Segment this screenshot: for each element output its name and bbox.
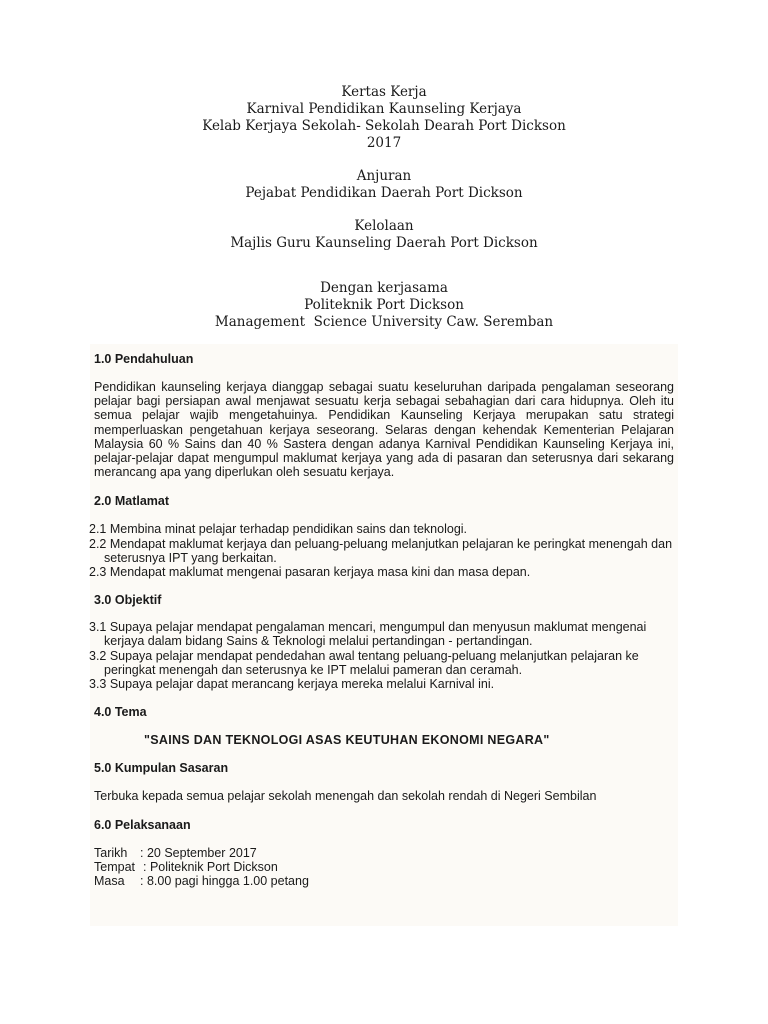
tempat-row xyxy=(94,860,674,874)
masa-row xyxy=(94,874,674,888)
tempat-label: Tempat xyxy=(94,859,135,874)
tarikh-value: : 20 September 2017 xyxy=(140,845,257,860)
masa-label: Masa xyxy=(94,874,125,889)
section-heading-pendahuluan: 1.0 Pendahuluan xyxy=(94,352,194,366)
doc-title: Kertas Kerja xyxy=(341,84,427,100)
anjuran-label: Anjuran xyxy=(356,168,412,184)
tarikh-label: Tarikh xyxy=(94,845,128,860)
objektif-list xyxy=(89,620,674,691)
kelolaan-value: Majlis Guru Kaunseling Daerah Port Dickson xyxy=(230,235,538,251)
tema-text: "SAINS DAN TEKNOLOGI ASAS KEUTUHAN EKONOMI NEGARA" xyxy=(144,733,550,748)
title-block xyxy=(0,84,768,331)
section-heading-matlamat: 2.0 Matlamat xyxy=(94,494,170,509)
club-name: Kelab Kerjaya Sekolah- Sekolah Dearah Port Dickson xyxy=(202,118,566,134)
kerjasama-partner-1: Politeknik Port Dickson xyxy=(304,297,464,313)
section-heading-sasaran: 5.0 Kumpulan Sasaran xyxy=(94,761,229,776)
anjuran-value: Pejabat Pendidikan Daerah Port Dickson xyxy=(245,185,523,201)
list-item: 2.2 Mendapat maklumat kerjaya dan peluang-peluang melanjutkan pelajaran ke peringkat menengah dan seterusnya IPT yang berkaitan. xyxy=(89,536,673,565)
list-item: 3.3 Supaya pelajar dapat merancang kerjaya mereka melalui Karnival ini. xyxy=(89,677,495,692)
sasaran-text: Terbuka kepada semua pelajar sekolah menengah dan sekolah rendah di Negeri Sembilan xyxy=(94,789,597,804)
matlamat-list xyxy=(89,522,674,579)
list-item: 2.1 Membina minat pelajar terhadap pendidikan sains dan teknologi. xyxy=(89,522,468,537)
content-panel xyxy=(90,344,678,926)
kerjasama-partner-2: Management Science University Caw. Seremban xyxy=(214,314,554,330)
tempat-value: : Politeknik Port Dickson xyxy=(143,859,278,874)
list-item: 2.3 Mendapat maklumat mengenai pasaran kerjaya masa kini dan masa depan. xyxy=(89,565,531,580)
kerjasama-label: Dengan kerjasama xyxy=(320,280,448,296)
section-heading-objektif: 3.0 Objektif xyxy=(94,593,162,608)
section-heading-tema: 4.0 Tema xyxy=(94,705,147,720)
section-heading-pelaksanaan: 6.0 Pelaksanaan xyxy=(94,817,191,832)
tarikh-row xyxy=(94,846,674,860)
year: 2017 xyxy=(366,135,402,151)
pelaksanaan-details xyxy=(94,846,674,889)
kelolaan-label: Kelolaan xyxy=(354,218,414,234)
pendahuluan-text: Pendidikan kaunseling kerjaya dianggap sebagai suatu keseluruhan daripada pengalaman seseorang pelajar bagi persiapan awal menjawat sesuatu kerja sebagai sebahagian dari cara hidupnya. Oleh itu semua pelajar wajib mengetahuinya. Pendidikan Kaunseling Kerjaya merupakan satu strategi memperluaskan pengetahuan kerjaya seseorang. Selaras dengan kehendak Kementerian Pelajaran Malaysia 60 % Sains dan 40 % Sastera dengan adanya Karnival Pendidikan Kaunseling Kerjaya ini, pelajar-pelajar dapat mengumpul maklumat kerjaya yang ada di pasaran dan seterusnya dari sekarang merancang apa yang diperlukan oleh sesuatu kerjaya. xyxy=(94,380,674,480)
masa-value: : 8.00 pagi hingga 1.00 petang xyxy=(140,874,309,889)
event-name: Karnival Pendidikan Kaunseling Kerjaya xyxy=(246,101,522,117)
list-item: 3.2 Supaya pelajar mendapat pendedahan awal tentang peluang-peluang melanjutkan pelajaran ke peringkat menengah dan seterusnya ke IPT melalui pameran dan ceramah. xyxy=(89,648,639,677)
list-item: 3.1 Supaya pelajar mendapat pengalaman mencari, mengumpul dan menyusun maklumat mengenai kerjaya dalam bidang Sains & Teknologi melalui pertandingan - pertandingan. xyxy=(89,620,647,649)
